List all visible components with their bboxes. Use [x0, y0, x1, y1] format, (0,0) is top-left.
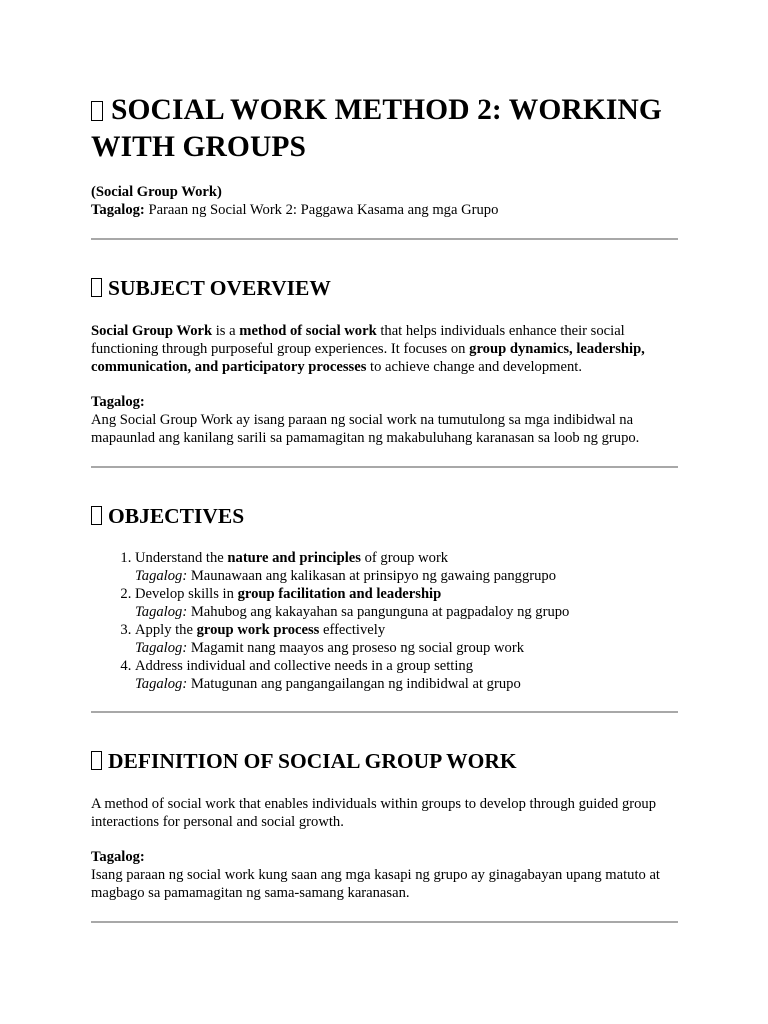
missing-glyph-icon [91, 101, 103, 121]
divider [91, 466, 678, 468]
definition-tagalog-block [91, 848, 678, 902]
missing-glyph-icon [91, 278, 102, 297]
subtitle-tl-label: Tagalog: [91, 202, 145, 218]
overview-tagalog-text: Ang Social Group Work ay isang paraan ng social work na tumutulong sa mga indibidwal na mapaunlad ang kanilang sarili sa pamamagitan ng makabuluhang karanasan sa loob ng grupo. [91, 412, 640, 446]
section-heading-definition: DEFINITION OF SOCIAL GROUP WORK [91, 748, 678, 774]
subtitle-en: (Social Group Work) [91, 184, 222, 200]
page-title-text: SOCIAL WORK METHOD 2: WORKING WITH GROUPS [91, 94, 662, 163]
list-item: 4. Address individual and collective needs in a group setting Tagalog: Matugunan ang pangangailangan ng indibidwal at grupo [135, 657, 678, 693]
list-item: 3. Apply the group work process effectively Tagalog: Magamit nang maayos ang proseso ng social group work [135, 621, 678, 657]
section-heading-objectives: OBJECTIVES [91, 503, 678, 529]
definition-tagalog-text: Isang paraan ng social work kung saan ang mga kasapi ng grupo ay ginagabayan upang matuto at magbago sa pamamagitan ng sama-samang karanasan. [91, 867, 660, 901]
objectives-list [91, 549, 678, 693]
overview-tagalog-block [91, 393, 678, 447]
subtitle-block [91, 183, 678, 219]
page-title [91, 92, 678, 166]
missing-glyph-icon [91, 751, 102, 770]
divider [91, 238, 678, 240]
definition-paragraph: A method of social work that enables individuals within groups to develop through guided group interactions for personal and social growth. [91, 796, 657, 830]
divider [91, 921, 678, 923]
list-item: 2. Develop skills in group facilitation and leadership Tagalog: Mahubog ang kakayahan sa pangunguna at pagpadaloy ng grupo [135, 585, 678, 621]
subtitle-tl: Paraan ng Social Work 2: Paggawa Kasama ang mga Grupo [148, 202, 499, 218]
overview-paragraph: Social Group Work is a method of social work that helps individuals enhance their social functioning through purposeful group experiences. It focuses on group dynamics, leadership, communication, and participatory processes to achieve change and development. [91, 323, 645, 375]
missing-glyph-icon [91, 506, 102, 525]
tagalog-label: Tagalog: [91, 849, 145, 865]
list-item: 1. Understand the nature and principles of group work Tagalog: Maunawaan ang kalikasan at prinsipyo ng gawaing panggrupo [135, 549, 678, 585]
document-content [91, 92, 678, 923]
tagalog-label: Tagalog: [91, 394, 145, 410]
divider [91, 711, 678, 713]
section-heading-overview: SUBJECT OVERVIEW [91, 275, 678, 301]
